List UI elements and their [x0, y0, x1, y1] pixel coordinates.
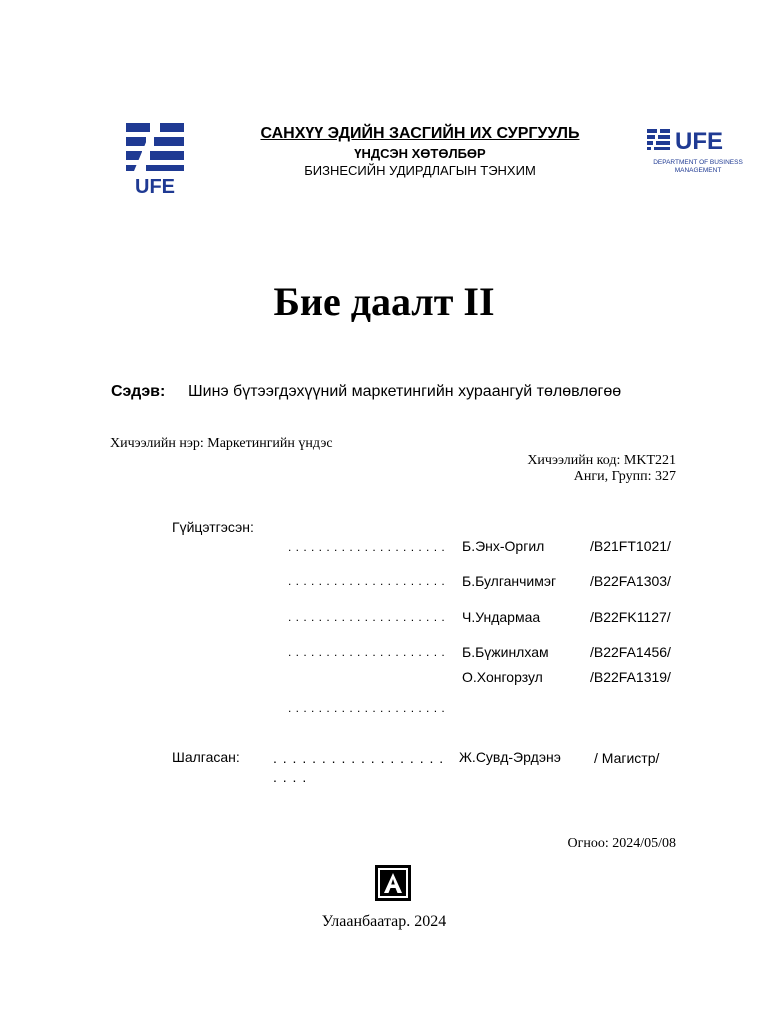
student-name: Ч.Ундармаа — [462, 609, 541, 625]
signature-line: . . . . . . . . . . . . . . . . . . . . . — [288, 610, 446, 624]
student-id: /B22FA1319/ — [590, 669, 671, 685]
signature-line: . . . . . . . . . . . . . . . . . . . . . — [288, 701, 446, 715]
city-year: Улаанбаатар. 2024 — [321, 913, 447, 930]
document-date: Огноо: 2024/05/08 — [567, 836, 676, 851]
svg-text:MANAGEMENT: MANAGEMENT — [674, 167, 722, 174]
student-id: /B21FT1021/ — [590, 538, 671, 554]
topic-text: Шинэ бүтээгдэхүүний маркетингийн хураангуй төлөвлөгөө — [188, 383, 622, 400]
completed-by-label: Гүйцэтгэсэн: — [172, 519, 254, 535]
examiner-name: Ж.Сувд-Эрдэнэ — [459, 749, 561, 765]
program-name: ҮНДСЭН ХӨТӨЛБӨР — [354, 146, 486, 161]
university-name: САНХҮҮ ЭДИЙН ЗАСГИЙН ИХ СУРГУУЛЬ — [260, 125, 580, 142]
letter-a-icon — [375, 865, 411, 901]
svg-text:UFE: UFE — [675, 128, 723, 155]
student-name: Б.Бүжинлхам — [462, 644, 549, 660]
student-name: О.Хонгорзул — [462, 669, 543, 685]
page-title: Бие даалт II — [273, 279, 495, 324]
signature-line: . . . . . . . . . . . . . . . . . . . . . — [288, 574, 446, 588]
checked-by-label: Шалгасан: — [172, 749, 240, 765]
department-name: БИЗНЕСИЙН УДИРДЛАГЫН ТЭНХИМ — [304, 163, 536, 178]
student-id: /B22FK1127/ — [590, 609, 671, 625]
signature-line: . . . . . . . . . . . . . . . . . . . . . — [288, 645, 446, 659]
signature-line: . . . . . . . . . . . . . . . . . . . . . — [288, 540, 446, 554]
svg-text:DEPARTMENT OF BUSINESS: DEPARTMENT OF BUSINESS — [653, 159, 743, 166]
svg-text:UFE: UFE — [135, 176, 175, 195]
class-group: Анги, Групп: 327 — [573, 469, 676, 484]
course-name: Хичээлийн нэр: Маркетингийн үндэс — [110, 436, 333, 451]
ufe-logo-left — [124, 123, 186, 195]
student-id: /B22FA1303/ — [590, 573, 671, 589]
ufe-department-logo — [645, 127, 751, 175]
student-name: Б.Булганчимэг — [462, 573, 557, 589]
topic-label: Сэдэв: — [111, 383, 166, 400]
student-id: /B22FA1456/ — [590, 644, 671, 660]
course-code: Хичээлийн код: MKT221 — [527, 453, 676, 468]
examiner-title: / Магистр/ — [594, 750, 660, 766]
signature-line: . . . . . . . . . . . . . . . . . . . . . . — [273, 750, 445, 785]
student-name: Б.Энх-Оргил — [462, 538, 545, 554]
